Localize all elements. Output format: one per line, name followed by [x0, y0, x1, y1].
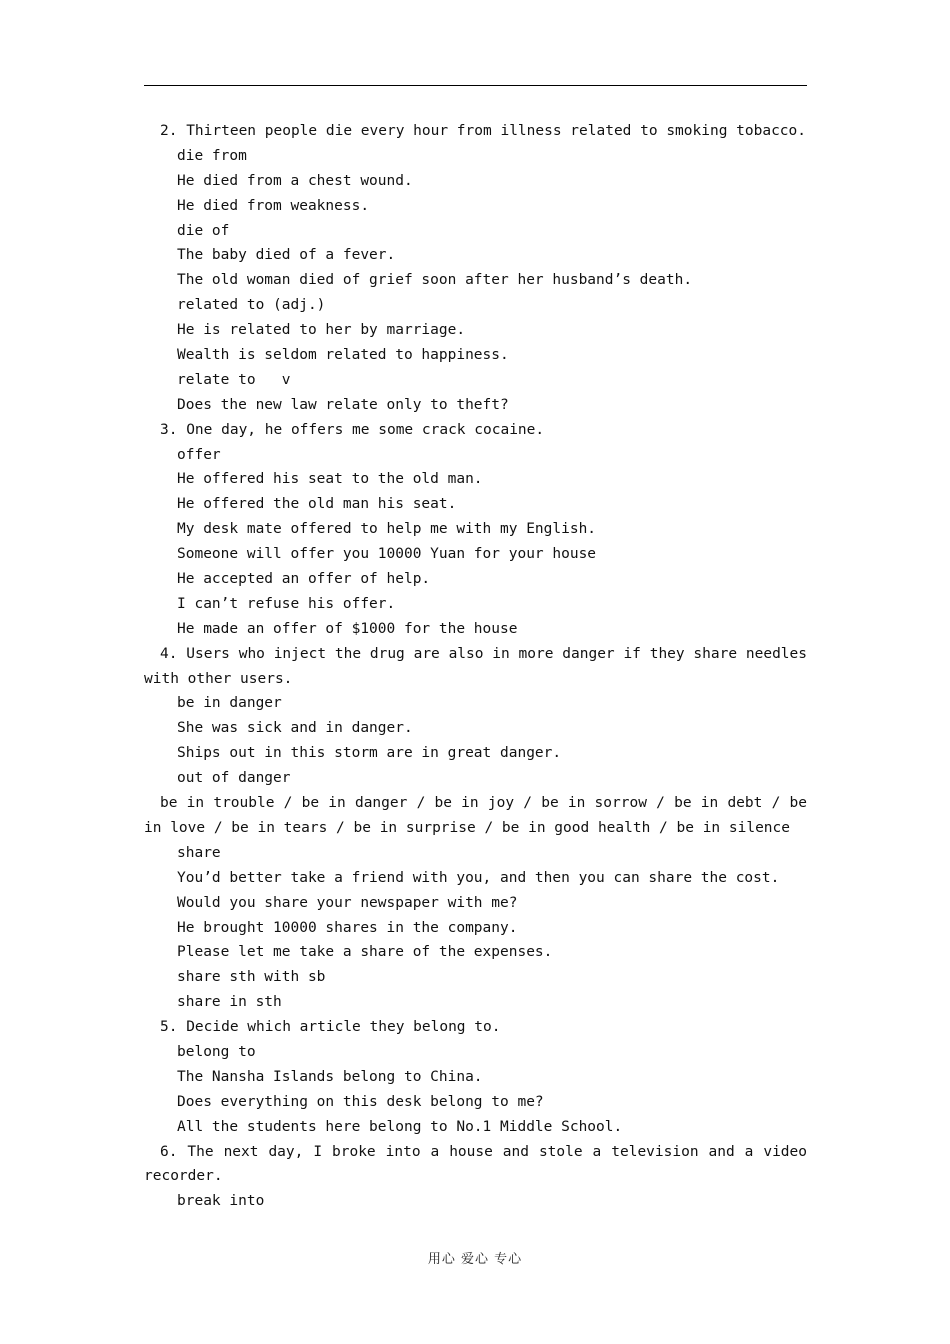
text-line: 5. Decide which article they belong to.: [160, 1019, 501, 1036]
text-line: relate to v: [177, 371, 291, 388]
text-line: in love / be in tears / be in surprise / be in good health / be in silence: [144, 819, 791, 836]
text-line: The baby died of a fever.: [177, 247, 396, 264]
text-line: 2. Thirteen people die every hour from illness related to smoking tobacco.: [160, 123, 807, 139]
text-line: Does everything on this desk belong to me?: [177, 1093, 544, 1110]
text-line: die of: [177, 222, 230, 239]
text-line: be in danger: [177, 695, 282, 712]
text-line: He accepted an offer of help.: [177, 571, 431, 588]
text-line: All the students here belong to No.1 Middle School.: [177, 1118, 623, 1135]
text-line: share sth with sb: [177, 969, 326, 986]
text-line: 4. Users who inject the drug are also in more danger if they share needles: [160, 645, 807, 662]
text-line: share in sth: [177, 994, 282, 1011]
text-line: share: [177, 844, 221, 861]
text-line: out of danger: [177, 770, 291, 787]
text-line: You’d better take a friend with you, and then you can share the cost.: [177, 869, 780, 886]
text-line: Would you share your newspaper with me?: [177, 894, 518, 911]
text-line: Someone will offer you 10000 Yuan for your house: [177, 546, 597, 563]
text-line: He died from a chest wound.: [177, 172, 413, 189]
text-line: He made an offer of $1000 for the house: [177, 620, 518, 637]
text-line: He died from weakness.: [177, 197, 370, 214]
text-line: The old woman died of grief soon after her husband’s death.: [177, 272, 693, 289]
header-rule: [144, 85, 807, 86]
text-line: He offered his seat to the old man.: [177, 471, 483, 488]
text-line: Ships out in this storm are in great danger.: [177, 745, 562, 762]
text-line: Please let me take a share of the expenses.: [177, 944, 553, 961]
text-line: recorder.: [144, 1168, 223, 1185]
text-line: He is related to her by marriage.: [177, 322, 466, 339]
text-line: My desk mate offered to help me with my English.: [177, 521, 597, 538]
text-line: I can’t refuse his offer.: [177, 595, 396, 612]
text-line: She was sick and in danger.: [177, 720, 413, 737]
text-line: Does the new law relate only to theft?: [177, 396, 509, 413]
text-line: with other users.: [144, 670, 293, 687]
text-line: be in trouble / be in danger / be in joy / be in sorrow / be in debt / be: [160, 795, 807, 812]
page-footer: 用心 爱心 专心: [427, 1252, 523, 1267]
text-line: break into: [177, 1193, 265, 1210]
text-line: He brought 10000 shares in the company.: [177, 919, 518, 936]
text-line: related to (adj.): [177, 297, 326, 314]
document-body: [144, 119, 807, 1214]
text-line: The Nansha Islands belong to China.: [177, 1068, 483, 1085]
text-line: offer: [177, 446, 221, 463]
text-line: Wealth is seldom related to happiness.: [177, 347, 509, 364]
text-line: belong to: [177, 1043, 256, 1060]
text-line: He offered the old man his seat.: [177, 496, 457, 513]
text-line: 6. The next day, I broke into a house and stole a television and a video: [160, 1143, 807, 1160]
text-line: 3. One day, he offers me some crack cocaine.: [160, 421, 545, 438]
text-line: die from: [177, 147, 247, 164]
